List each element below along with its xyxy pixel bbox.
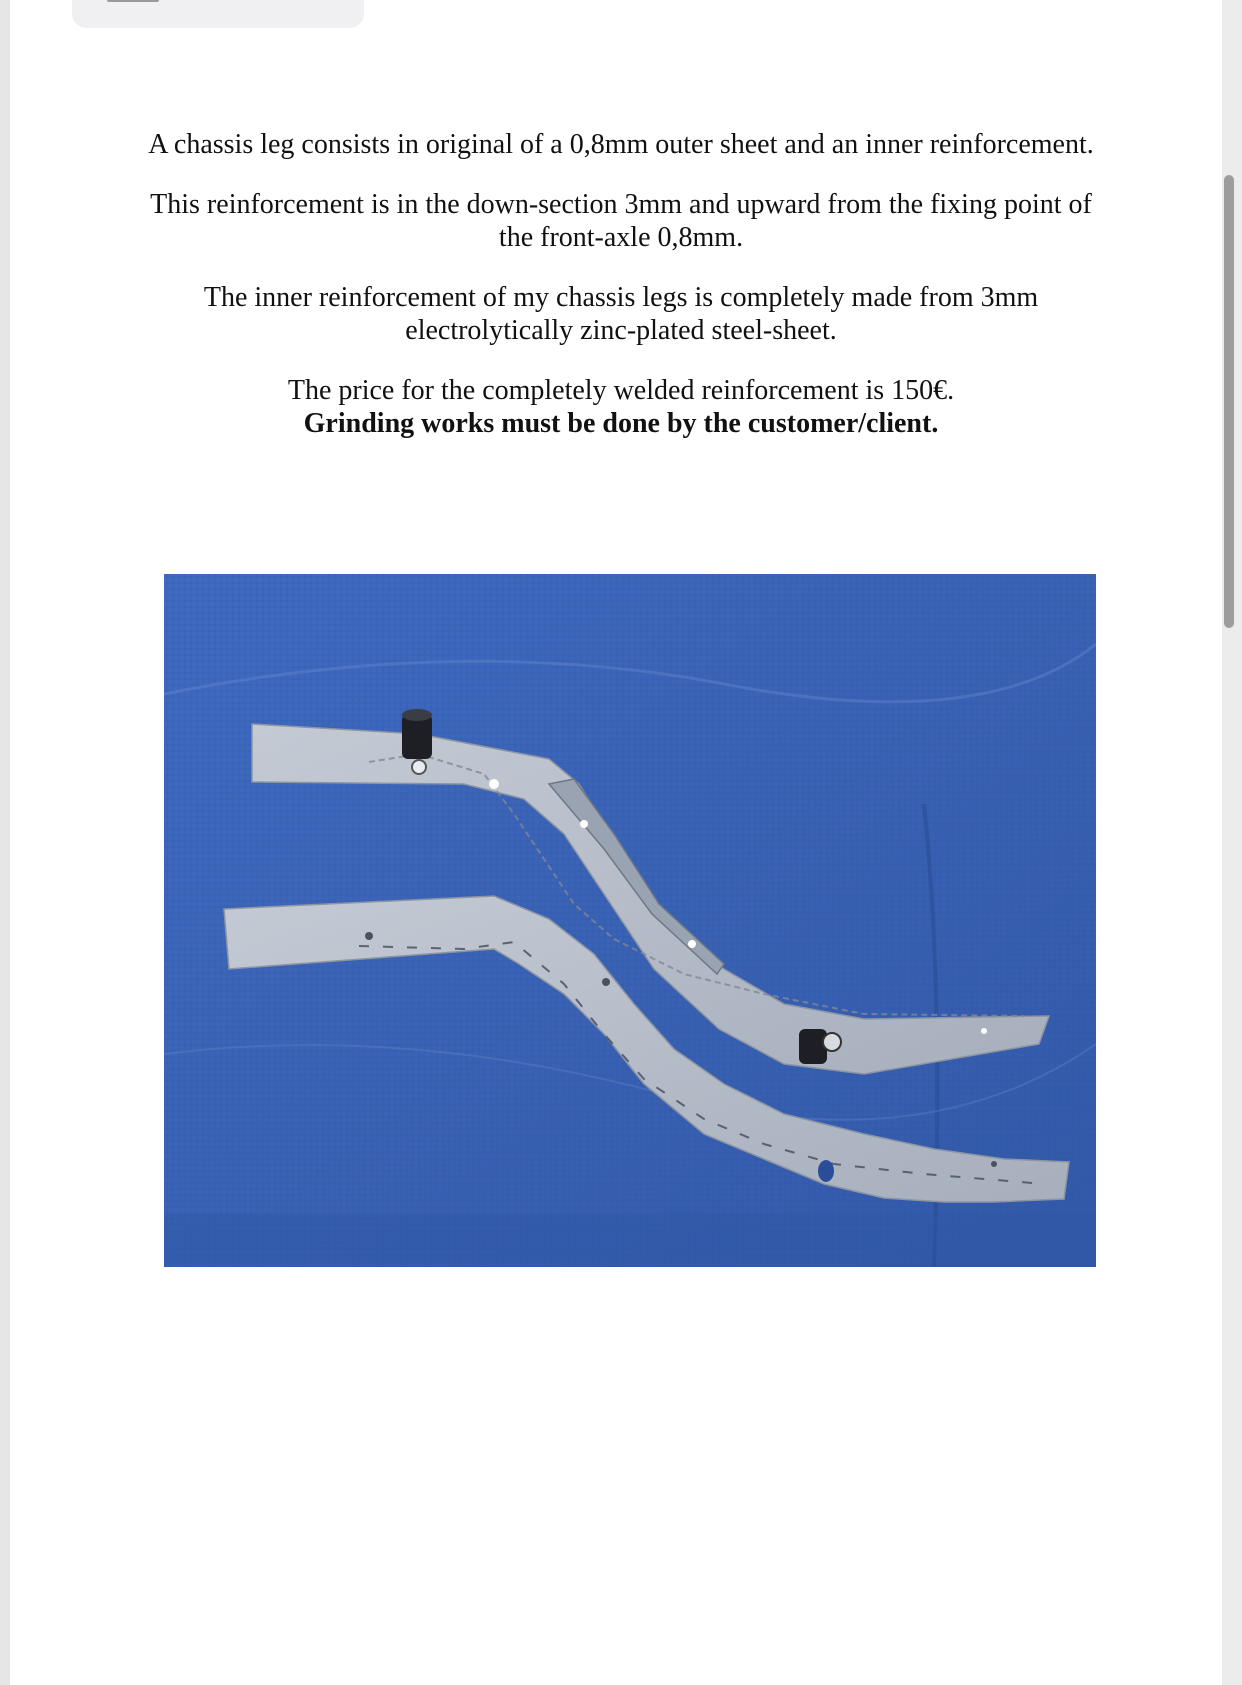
grinding-note: Grinding works must be done by the customer/client. (303, 408, 939, 439)
drag-handle-icon[interactable] (107, 0, 159, 2)
reinforcement-photo-drawing (164, 574, 1096, 1267)
paragraph-reinforcement: This reinforcement is in the down-section 3mm and upward from the fixing point of the front-axle 0,8mm. (150, 189, 1092, 253)
document-page[interactable] (10, 0, 1232, 1685)
price-text: The price for the completely welded reinforcement is 150€. (287, 375, 955, 406)
paragraph-price (130, 374, 1112, 440)
rear-bushing (799, 1029, 827, 1064)
scrollbar-thumb[interactable] (1224, 175, 1234, 628)
reinforcement-photo (164, 574, 1096, 1267)
document-text (130, 128, 1112, 440)
paragraph-chassis-leg: A chassis leg consists in original of a 0,8mm outer sheet and an inner reinforcement. (148, 129, 1094, 160)
paragraph-inner-reinforcement: The inner reinforcement of my chassis legs is completely made from 3mm electrolytically zinc-plated steel-sheet. (203, 282, 1039, 346)
toolbar-chip[interactable] (72, 0, 364, 28)
